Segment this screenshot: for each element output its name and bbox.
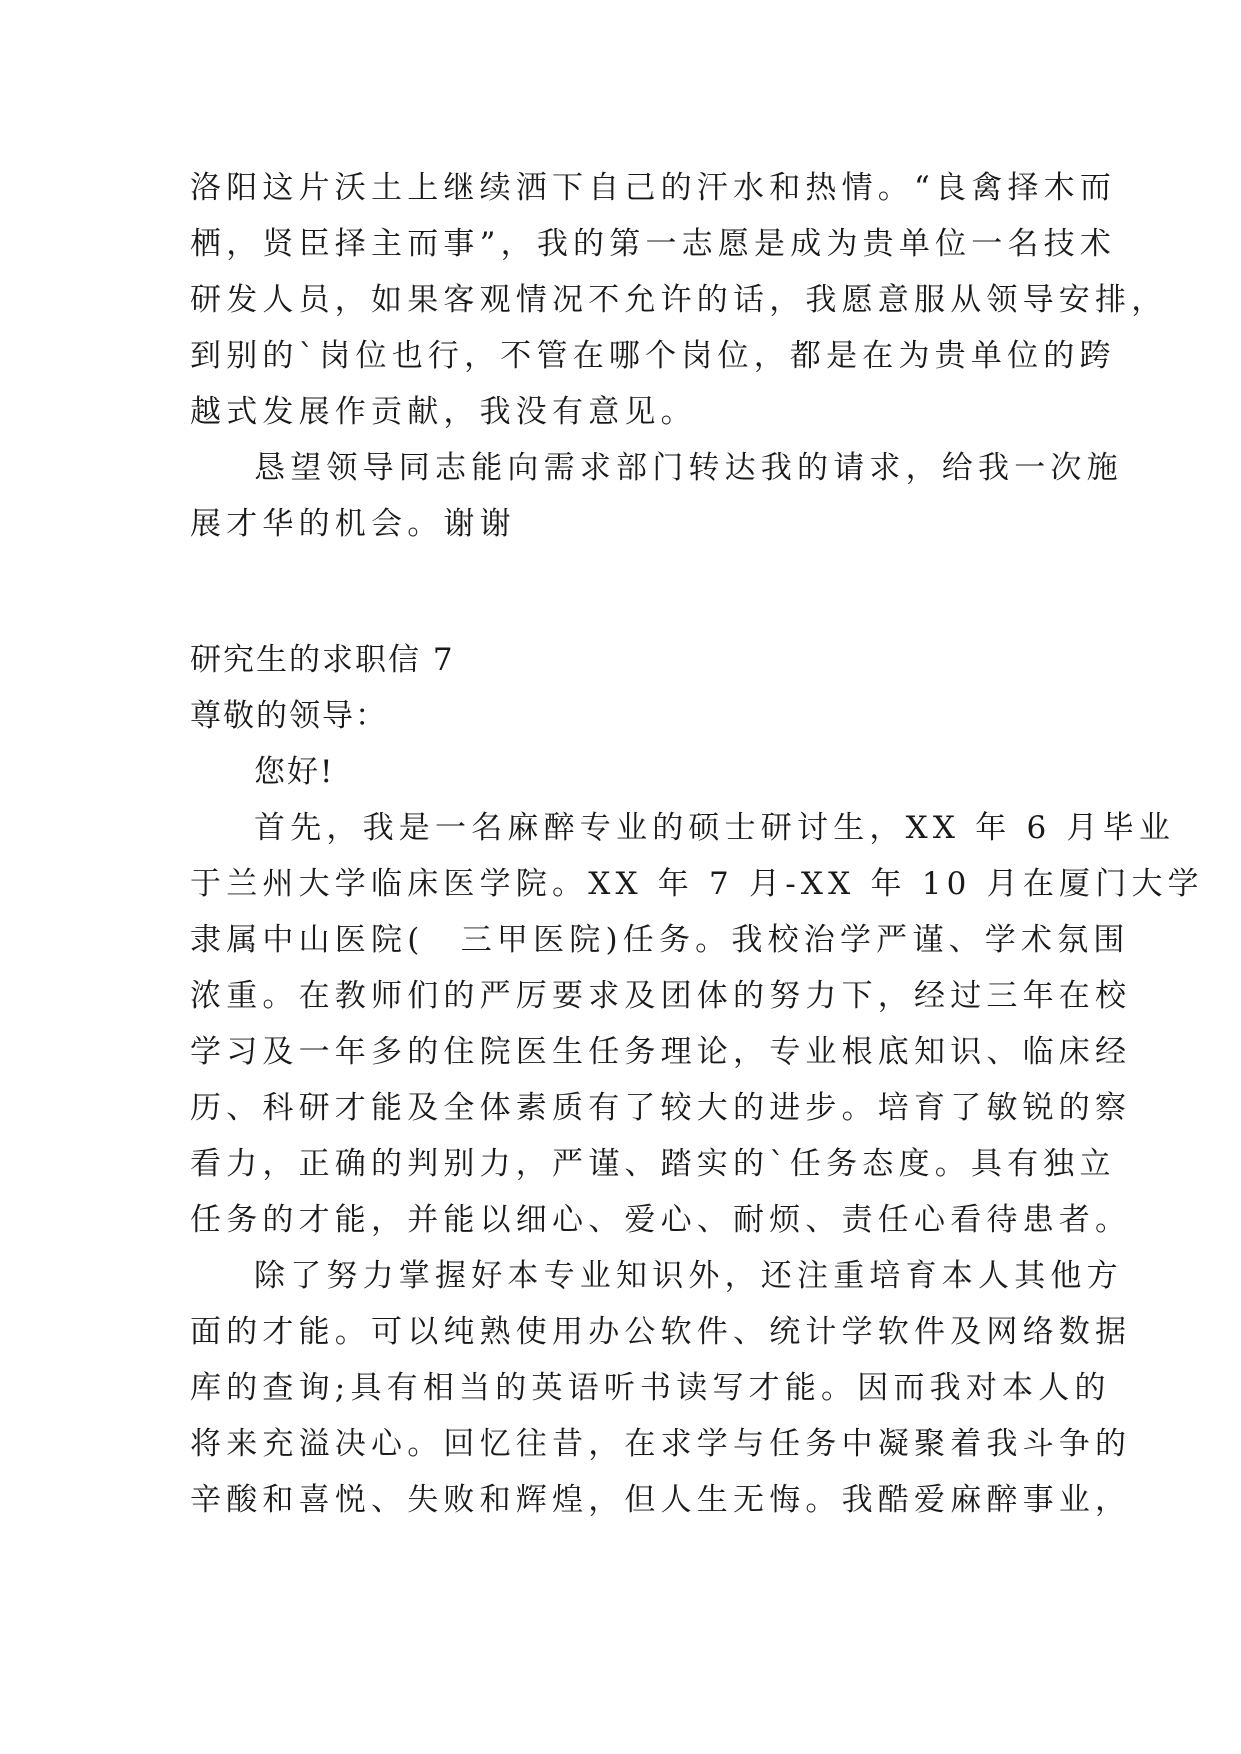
text-line: 将来充溢决心。回忆往昔，在求学与任务中凝聚着我斗争的	[190, 1426, 1132, 1462]
text-line: 展才华的机会。谢谢	[190, 506, 516, 542]
section-heading: 研究生的求职信 7	[190, 642, 455, 678]
text-line: 洛阳这片沃土上继续洒下自己的汗水和热情。“良禽择木而	[190, 170, 1117, 206]
paragraph-continuation	[190, 160, 1168, 440]
text-line: 于兰州大学临床医学院。XX 年 7 月-XX 年 10 月在厦门大学	[190, 866, 1204, 902]
text-line: 隶属中山医院( 三甲医院)任务。我校治学严谨、学术氛围	[190, 922, 1130, 958]
text-line: 栖，贤臣择主而事”，我的第一志愿是成为贵单位一名技术	[190, 226, 1117, 262]
text-line: 除了努力掌握好本专业知识外，还注重培育本人其他方	[254, 1258, 1123, 1294]
text-line: 越式发展作贡献，我没有意见。	[190, 394, 697, 430]
text-line: 到别的`岗位也行，不管在哪个岗位，都是在为贵单位的跨	[190, 338, 1116, 374]
text-line: 看力，正确的判别力，严谨、踏实的`任务态度。具有独立	[190, 1146, 1116, 1182]
text-line: 研发人员，如果客观情况不允许的话，我愿意服从领导安排，	[190, 282, 1168, 318]
section-gap	[190, 552, 1050, 632]
text-line: 首先，我是一名麻醉专业的硕士研讨生，XX 年 6 月毕业	[254, 810, 1176, 846]
text-line: 历、科研才能及全体素质有了较大的进步。培育了敏锐的察	[190, 1090, 1132, 1126]
paragraph-introduction	[190, 800, 1204, 1248]
text-line: 任务的才能，并能以细心、爱心、耐烦、责任心看待患者。	[190, 1202, 1132, 1238]
text-line: 库的查询;具有相当的英语听书读写才能。因而我对本人的	[190, 1370, 1111, 1406]
paragraph-request	[190, 440, 1123, 552]
text-line: 辛酸和喜悦、失败和辉煌，但人生无悔。我酷爱麻醉事业，	[190, 1482, 1132, 1518]
text-line: 学习及一年多的住院医生任务理论，专业根底知识、临床经	[190, 1034, 1132, 1070]
text-line: 恳望领导同志能向需求部门转达我的请求，给我一次施	[254, 450, 1123, 486]
greeting: 您好!	[254, 754, 335, 790]
salutation: 尊敬的领导：	[190, 698, 388, 734]
document-body	[190, 160, 1204, 1528]
text-line: 浓重。在教师们的严厉要求及团体的努力下，经过三年在校	[190, 978, 1132, 1014]
paragraph-skills	[190, 1248, 1132, 1528]
text-line: 面的才能。可以纯熟使用办公软件、统计学软件及网络数据	[190, 1314, 1132, 1350]
